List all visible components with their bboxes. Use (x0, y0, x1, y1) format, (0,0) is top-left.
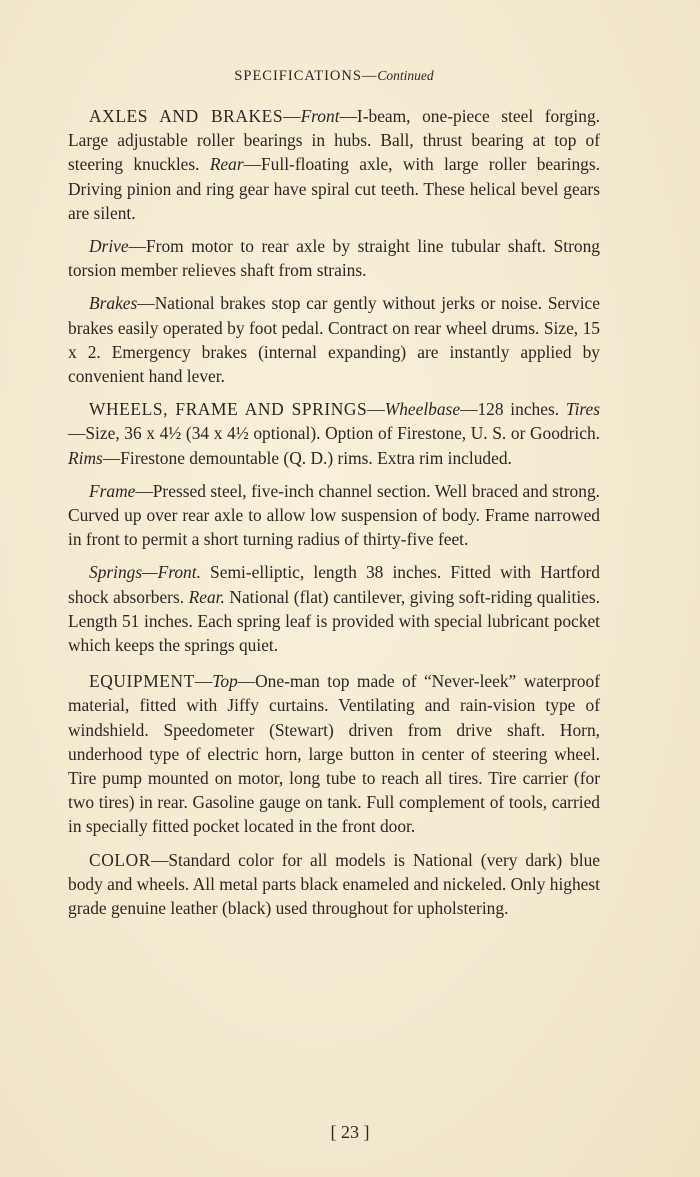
running-head (68, 64, 600, 88)
text-run: —Firestone demountable (Q. D.) rims. Extra rim included. (102, 447, 512, 468)
paragraph-springs (68, 560, 600, 657)
text-run: WHEELS, FRAME AND SPRINGS (89, 399, 368, 420)
paragraph-frame (68, 479, 600, 552)
paragraph-brakes (68, 291, 600, 388)
text-run: Rear. (188, 586, 225, 607)
text-run: AXLES AND BRAKES (89, 106, 284, 126)
text-run: Semi-elliptic, length 38 inches. Fitted with Hartford shock absorbers. (68, 562, 600, 607)
text-run: Drive (89, 236, 129, 257)
text-run: Brakes (89, 293, 138, 314)
text-run: Frame (89, 480, 136, 501)
paragraph-wheels-frame-springs (68, 397, 600, 470)
running-head-continued: Continued (377, 68, 434, 83)
body-text (68, 104, 600, 920)
text-run: —National brakes stop car gently without jerks or noise. Service brakes easily operated by foot pedal. Contract on rear wheel drums. Size, 15 x 2. Emergency brakes (internal expanding) are instantly applied by convenient hand lever. (68, 293, 600, 387)
text-run: COLOR (89, 849, 151, 870)
text-run: Front (300, 106, 340, 126)
text-run: — (283, 106, 301, 126)
text-run: National (flat) cantilever, giving soft-riding qualities. Length 51 inches. Each spring leaf is provided with special lubricant pocket which keeps the springs quiet. (68, 586, 600, 656)
text-run: —Standard color for all models is National (very dark) blue body and wheels. All metal parts black enameled and nickeled. Only highest grade genuine leather (black) used throughout for upholstering. (68, 849, 600, 919)
text-run: Tires (565, 399, 601, 420)
paragraph-drive (68, 234, 600, 282)
text-run: —From motor to rear axle by straight line tubular shaft. Strong torsion member relieves shaft from strains. (68, 236, 600, 281)
text-run: —Full-floating axle, with large roller bearings. Driving pinion and ring gear have spiral cut teeth. These helical bevel gears are silent. (68, 154, 600, 223)
text-run: — (194, 671, 213, 692)
text-run: —I-beam, one-piece steel forging. Large adjustable roller bearings in hubs. Ball, thrust bearing at top of steering knuckles. (68, 106, 600, 175)
text-run: Rear (209, 154, 244, 175)
text-run: —One-man top made of “Never-leek” waterproof material, fitted with Jiffy curtains. Ventilating and rain-vision type of windshield. Speedometer (Stewart) driven from drive shaft. Horn, underhood type of electric horn, large button in center of steering wheel. Tire pump mounted on motor, long tube to reach all tires. Tire carrier (for two tires) in rear. Gasoline gauge on tank. Full complement of tools, carried in specially fitted pocket located in the front door. (68, 671, 600, 837)
running-head-title: SPECIFICATIONS (234, 68, 362, 84)
text-run: —Pressed steel, five-inch channel section. Well braced and strong. Curved up over rear axle to allow low suspension of body. Frame narrowed in front to permit a short turning radius of thirty-five feet. (68, 480, 600, 550)
paragraph-color (68, 848, 600, 921)
text-run: EQUIPMENT (89, 671, 195, 692)
paragraph-equipment (68, 669, 600, 838)
text-run: —Size, 36 x 4½ (34 x 4½ optional). Option of Firestone, U. S. or Goodrich. (68, 423, 600, 444)
text-run: —128 inches. (460, 399, 566, 420)
paragraph-axles-and-brakes (68, 104, 600, 225)
page-number: [ 23 ] (330, 1122, 370, 1142)
running-head-dash: — (361, 68, 378, 84)
text-run: Springs—Front. (89, 562, 201, 583)
text-run: Top (212, 671, 238, 692)
text-run: — (367, 399, 385, 420)
text-run: Rims (68, 447, 103, 468)
text-run: Wheelbase (384, 399, 461, 420)
